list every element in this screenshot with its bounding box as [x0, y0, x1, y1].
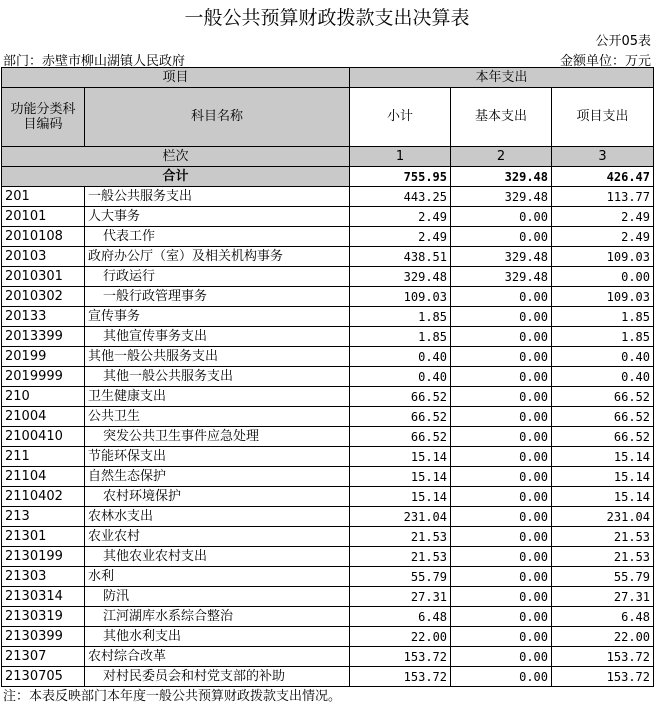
row-name: 一般行政管理事务 [85, 287, 350, 307]
form-number: 公开05表 [595, 34, 651, 49]
report-title: 一般公共预算财政拨款支出决算表 [184, 7, 470, 29]
table-row [2, 527, 654, 547]
table-row [2, 467, 654, 487]
row-basic: 0.00 [451, 507, 552, 527]
footnote: 注：本表反映部门本年度一般公共预算财政拨款支出情况。 [3, 689, 342, 704]
row-code: 2010108 [2, 227, 85, 247]
row-code: 201 [2, 187, 85, 207]
row-name: 其他一般公共服务支出 [85, 367, 350, 387]
row-name: 江河湖库水系综合整治 [85, 607, 350, 627]
row-subtotal: 15.14 [350, 447, 451, 467]
row-basic: 329.48 [451, 267, 552, 287]
row-code: 21301 [2, 527, 85, 547]
row-code: 211 [2, 447, 85, 467]
table-row [2, 427, 654, 447]
table-row [2, 587, 654, 607]
row-code: 2130199 [2, 547, 85, 567]
table-row [2, 547, 654, 567]
row-name: 农村环境保护 [85, 487, 350, 507]
row-subtotal: 66.52 [350, 407, 451, 427]
row-basic: 0.00 [451, 447, 552, 467]
row-subtotal: 329.48 [350, 267, 451, 287]
row-code: 21307 [2, 647, 85, 667]
row-project: 2.49 [552, 227, 654, 247]
total-label: 合计 [2, 167, 350, 187]
row-basic: 329.48 [451, 247, 552, 267]
row-project: 66.52 [552, 427, 654, 447]
row-subtotal: 153.72 [350, 647, 451, 667]
row-subtotal: 153.72 [350, 667, 451, 687]
row-project: 15.14 [552, 487, 654, 507]
row-project: 153.72 [552, 647, 654, 667]
row-basic: 0.00 [451, 587, 552, 607]
total-basic: 329.48 [451, 167, 552, 187]
row-project: 0.40 [552, 367, 654, 387]
row-code: 2100410 [2, 427, 85, 447]
table-row [2, 667, 654, 687]
row-project: 2.49 [552, 207, 654, 227]
table-row [2, 367, 654, 387]
header-col3: 3 [552, 147, 654, 167]
row-basic: 0.00 [451, 487, 552, 507]
row-project: 231.04 [552, 507, 654, 527]
row-code: 2130399 [2, 627, 85, 647]
row-name: 卫生健康支出 [85, 387, 350, 407]
row-project: 21.53 [552, 527, 654, 547]
row-code: 2010302 [2, 287, 85, 307]
expenditure-table [1, 67, 654, 687]
row-project: 21.53 [552, 547, 654, 567]
row-name: 代表工作 [85, 227, 350, 247]
row-name: 农村综合改革 [85, 647, 350, 667]
row-project: 27.31 [552, 587, 654, 607]
row-subtotal: 2.49 [350, 227, 451, 247]
row-basic: 0.00 [451, 567, 552, 587]
department-label: 部门：赤壁市柳山湖镇人民政府 [3, 54, 186, 69]
row-basic: 0.00 [451, 407, 552, 427]
row-basic: 0.00 [451, 307, 552, 327]
row-project: 109.03 [552, 287, 654, 307]
row-subtotal: 66.52 [350, 427, 451, 447]
header-col2: 2 [451, 147, 552, 167]
row-project: 1.85 [552, 327, 654, 347]
row-project: 22.00 [552, 627, 654, 647]
table-row [2, 227, 654, 247]
row-basic: 0.00 [451, 327, 552, 347]
row-name: 公共卫生 [85, 407, 350, 427]
row-name: 突发公共卫生事件应急处理 [85, 427, 350, 447]
row-subtotal: 21.53 [350, 547, 451, 567]
header-item: 项目 [2, 68, 350, 88]
row-code: 20199 [2, 347, 85, 367]
row-subtotal: 0.40 [350, 367, 451, 387]
row-basic: 0.00 [451, 607, 552, 627]
row-name: 自然生态保护 [85, 467, 350, 487]
row-project: 66.52 [552, 387, 654, 407]
row-subtotal: 0.40 [350, 347, 451, 367]
header-basic: 基本支出 [451, 88, 552, 147]
row-name: 行政运行 [85, 267, 350, 287]
table-row [2, 647, 654, 667]
row-project: 1.85 [552, 307, 654, 327]
row-name: 宣传事务 [85, 307, 350, 327]
total-row [2, 167, 654, 187]
row-name: 政府办公厅（室）及相关机构事务 [85, 247, 350, 267]
row-name: 其他农业农村支出 [85, 547, 350, 567]
header-subtotal: 小计 [350, 88, 451, 147]
row-code: 2019999 [2, 367, 85, 387]
row-basic: 0.00 [451, 227, 552, 247]
row-subtotal: 443.25 [350, 187, 451, 207]
row-subtotal: 15.14 [350, 487, 451, 507]
row-name: 一般公共服务支出 [85, 187, 350, 207]
header-code: 功能分类科目编码 [2, 88, 85, 147]
row-basic: 0.00 [451, 347, 552, 367]
row-subtotal: 231.04 [350, 507, 451, 527]
table-row [2, 207, 654, 227]
header-current-year: 本年支出 [350, 68, 654, 88]
row-basic: 0.00 [451, 467, 552, 487]
header-project: 项目支出 [552, 88, 654, 147]
row-project: 66.52 [552, 407, 654, 427]
table-row [2, 347, 654, 367]
table-row [2, 407, 654, 427]
row-basic: 0.00 [451, 667, 552, 687]
row-code: 21104 [2, 467, 85, 487]
row-subtotal: 438.51 [350, 247, 451, 267]
row-project: 6.48 [552, 607, 654, 627]
row-name: 水利 [85, 567, 350, 587]
row-name: 其他一般公共服务支出 [85, 347, 350, 367]
row-basic: 329.48 [451, 187, 552, 207]
row-basic: 0.00 [451, 287, 552, 307]
row-name: 农业农村 [85, 527, 350, 547]
row-project: 15.14 [552, 467, 654, 487]
row-code: 213 [2, 507, 85, 527]
table-row [2, 287, 654, 307]
total-subtotal: 755.95 [350, 167, 451, 187]
row-basic: 0.00 [451, 207, 552, 227]
table-row [2, 247, 654, 267]
row-code: 20101 [2, 207, 85, 227]
row-subtotal: 15.14 [350, 467, 451, 487]
row-basic: 0.00 [451, 367, 552, 387]
row-project: 113.77 [552, 187, 654, 207]
table-row [2, 307, 654, 327]
row-basic: 0.00 [451, 547, 552, 567]
row-project: 0.40 [552, 347, 654, 367]
row-project: 109.03 [552, 247, 654, 267]
row-basic: 0.00 [451, 387, 552, 407]
row-name: 人大事务 [85, 207, 350, 227]
row-basic: 0.00 [451, 627, 552, 647]
row-subtotal: 66.52 [350, 387, 451, 407]
row-subtotal: 6.48 [350, 607, 451, 627]
table-row [2, 627, 654, 647]
row-code: 2013399 [2, 327, 85, 347]
header-name: 科目名称 [85, 88, 350, 147]
row-project: 55.79 [552, 567, 654, 587]
table-row [2, 487, 654, 507]
header-col1: 1 [350, 147, 451, 167]
row-subtotal: 21.53 [350, 527, 451, 547]
row-subtotal: 109.03 [350, 287, 451, 307]
row-name: 节能环保支出 [85, 447, 350, 467]
row-code: 2010301 [2, 267, 85, 287]
table-row [2, 567, 654, 587]
row-code: 2130705 [2, 667, 85, 687]
row-project: 15.14 [552, 447, 654, 467]
row-code: 21004 [2, 407, 85, 427]
row-code: 2110402 [2, 487, 85, 507]
table-row [2, 187, 654, 207]
row-code: 210 [2, 387, 85, 407]
table-row [2, 267, 654, 287]
row-code: 2130319 [2, 607, 85, 627]
row-name: 防汛 [85, 587, 350, 607]
row-name: 其他宣传事务支出 [85, 327, 350, 347]
row-subtotal: 22.00 [350, 627, 451, 647]
table-row [2, 507, 654, 527]
row-name: 其他水利支出 [85, 627, 350, 647]
row-name: 对村民委员会和村党支部的补助 [85, 667, 350, 687]
row-basic: 0.00 [451, 427, 552, 447]
row-code: 20133 [2, 307, 85, 327]
row-subtotal: 2.49 [350, 207, 451, 227]
amount-unit-label: 金额单位：万元 [559, 54, 651, 69]
row-subtotal: 27.31 [350, 587, 451, 607]
row-basic: 0.00 [451, 527, 552, 547]
row-code: 2130314 [2, 587, 85, 607]
header-column-row: 栏次 [2, 147, 350, 167]
table-row [2, 447, 654, 467]
row-project: 153.72 [552, 667, 654, 687]
row-name: 农林水支出 [85, 507, 350, 527]
row-code: 20103 [2, 247, 85, 267]
row-subtotal: 55.79 [350, 567, 451, 587]
row-code: 21303 [2, 567, 85, 587]
table-row [2, 607, 654, 627]
table-row [2, 327, 654, 347]
row-subtotal: 1.85 [350, 307, 451, 327]
row-subtotal: 1.85 [350, 327, 451, 347]
total-project: 426.47 [552, 167, 654, 187]
table-row [2, 387, 654, 407]
row-project: 0.00 [552, 267, 654, 287]
row-basic: 0.00 [451, 647, 552, 667]
